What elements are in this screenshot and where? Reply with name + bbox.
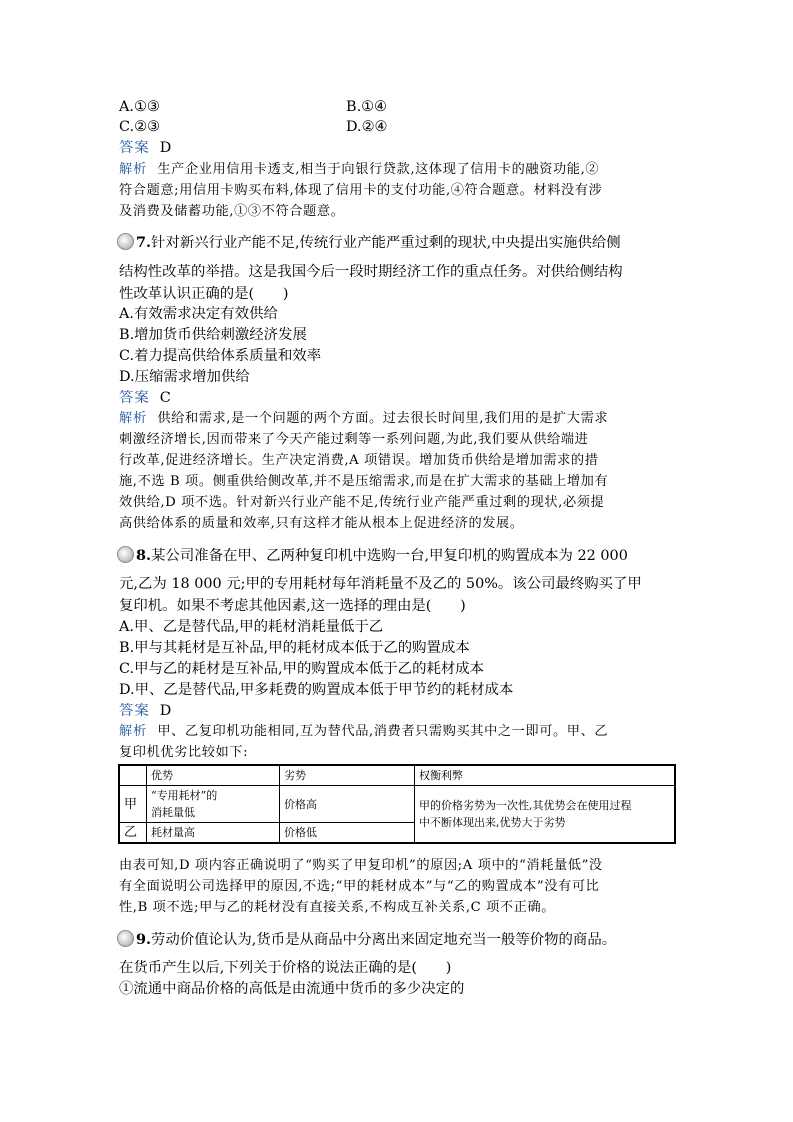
question-number: 9. bbox=[136, 931, 152, 948]
answer-label: 答案 bbox=[119, 390, 150, 406]
answer-label: 答案 bbox=[119, 140, 150, 156]
q6-explanation-line bbox=[119, 160, 599, 180]
explanation-text: 复印机优劣比较如下: bbox=[119, 745, 249, 760]
q7-option: A.有效需求决定有效供给 bbox=[119, 306, 278, 322]
q7-option: D.压缩需求增加供给 bbox=[119, 369, 250, 385]
cell-line: 甲的价格劣势为一次性,其优势会在使用过程 bbox=[419, 799, 632, 812]
question-text: 性改革认识正确的是( ) bbox=[119, 286, 289, 302]
cell-line: 中不断体现出来,优势大于劣势 bbox=[419, 816, 566, 829]
cell-line: 消耗量低 bbox=[151, 806, 195, 819]
explanation-text: 生产企业用信用卡透支,相当于向银行贷款,这体现了信用卡的融资功能,② bbox=[157, 162, 600, 177]
answer-value: C bbox=[159, 390, 171, 406]
q8-explanation-line bbox=[119, 722, 608, 742]
q9-option: ①流通中商品价格的高低是由流通中货币的多少决定的 bbox=[119, 981, 465, 997]
q8-option: C.甲与乙的耗材是互补品,甲的购置成本低于乙的耗材成本 bbox=[119, 661, 485, 677]
question-text: 针对新兴行业产能不足,传统行业产能严重过剩的现状,中央提出实施供给侧 bbox=[151, 235, 621, 251]
explanation-text: 性,B 项不选;甲与乙的耗材没有直接关系,不构成互补关系,C 项不正确。 bbox=[119, 900, 556, 915]
explanation-label: 解析 bbox=[119, 411, 148, 426]
q6-option-d: D.②④ bbox=[346, 119, 388, 135]
table-cell bbox=[147, 786, 280, 823]
table-cell bbox=[415, 786, 676, 844]
question-number: 7. bbox=[136, 234, 152, 251]
q8-option: D.甲、乙是替代品,甲多耗费的购置成本低于甲节约的耗材成本 bbox=[119, 682, 514, 698]
q8-explanation-line bbox=[119, 743, 248, 763]
explanation-label: 解析 bbox=[119, 724, 148, 739]
q7-explanation-line bbox=[119, 514, 524, 534]
q6-explanation-line bbox=[119, 181, 602, 201]
explanation-text: 供给和需求,是一个问题的两个方面。过去很长时间里,我们用的是扩大需求 bbox=[157, 411, 609, 426]
table-cell: 价格高 bbox=[280, 786, 415, 823]
q6-option-c: C.②③ bbox=[119, 119, 160, 135]
table-cell: 耗材量高 bbox=[147, 823, 280, 844]
question-text: 元,乙为 18 000 元;甲的专用耗材每年消耗量不及乙的 50%。该公司最终购买了甲 bbox=[119, 576, 642, 592]
explanation-text: 由表可知,D 项内容正确说明了“购买了甲复印机”的原因;A 项中的“消耗量低”没 bbox=[119, 858, 603, 873]
q7-option: C.着力提高供给体系质量和效率 bbox=[119, 348, 322, 364]
q7-explanation-line bbox=[119, 409, 608, 429]
question-text: 劳动价值论认为,货币是从商品中分离出来固定地充当一般等价物的商品。 bbox=[151, 932, 617, 948]
table-row bbox=[119, 786, 675, 823]
explanation-label: 解析 bbox=[119, 162, 148, 177]
q8-stem-line bbox=[117, 546, 628, 566]
table-cell: 乙 bbox=[119, 823, 147, 844]
q8-option: B.甲与其耗材是互补品,甲的耗材成本低于乙的购置成本 bbox=[119, 640, 470, 656]
explanation-text: 符合题意;用信用卡购买布料,体现了信用卡的支付功能,④符合题意。材料没有涉 bbox=[119, 183, 603, 198]
question-text: 复印机。如果不考虑其他因素,这一选择的理由是( ) bbox=[119, 598, 466, 614]
q6-explanation-line bbox=[119, 202, 344, 222]
q7-stem-line bbox=[119, 284, 289, 304]
cell-line: “专用耗材”的 bbox=[151, 789, 218, 802]
q6-options-row2 bbox=[119, 117, 388, 137]
q9-stem-line bbox=[117, 930, 616, 950]
q7-explanation-line bbox=[119, 451, 598, 471]
q8-answer bbox=[119, 701, 171, 721]
explanation-text: 刺激经济增长,因而带来了今天产能过剩等一系列问题,为此,我们要从供给端进 bbox=[119, 432, 589, 447]
q6-options-row1 bbox=[119, 97, 387, 117]
q8-stem-line bbox=[119, 574, 642, 594]
table-header-cell: 劣势 bbox=[280, 765, 415, 786]
q8-after-table-line bbox=[119, 856, 603, 876]
explanation-text: 效供给,D 项不选。针对新兴行业产能不足,传统行业产能严重过剩的现状,必须提 bbox=[119, 495, 605, 510]
q8-after-table-line bbox=[119, 898, 555, 918]
question-marker-icon bbox=[117, 233, 134, 250]
q8-option: A.甲、乙是替代品,甲的耗材消耗量低于乙 bbox=[119, 619, 384, 635]
explanation-text: 高供给体系的质量和效率,只有这样才能从根本上促进经济的发展。 bbox=[119, 516, 524, 531]
comparison-table bbox=[118, 764, 676, 844]
question-text: 结构性改革的举措。这是我国今后一段时期经济工作的重点任务。对供给侧结构 bbox=[119, 264, 623, 280]
q7-explanation-line bbox=[119, 472, 608, 492]
q7-stem-line bbox=[119, 262, 623, 282]
explanation-text: 及消费及储蓄功能,①③不符合题意。 bbox=[119, 204, 345, 219]
question-text: 在货币产生以后,下列关于价格的说法正确的是( ) bbox=[119, 960, 452, 976]
table-header-cell: 优势 bbox=[147, 765, 280, 786]
table-header-cell bbox=[119, 765, 147, 786]
q8-after-table-line bbox=[119, 877, 599, 897]
q9-stem-line bbox=[119, 958, 451, 978]
q6-option-b: B.①④ bbox=[346, 99, 387, 115]
answer-label: 答案 bbox=[119, 703, 150, 719]
question-marker-icon bbox=[117, 546, 134, 563]
explanation-text: 甲、乙复印机功能相同,互为替代品,消费者只需购买其中之一即可。甲、乙 bbox=[157, 724, 609, 739]
explanation-text: 施,不选 B 项。侧重供给侧改革,并不是压缩需求,而是在扩大需求的基础上增加有 bbox=[119, 474, 609, 489]
answer-value: D bbox=[159, 703, 172, 719]
table-header-cell: 权衡利弊 bbox=[415, 765, 676, 786]
q6-answer bbox=[119, 138, 171, 158]
q7-answer bbox=[119, 388, 171, 408]
answer-value: D bbox=[159, 140, 172, 156]
question-number: 8. bbox=[136, 547, 152, 564]
question-text: 某公司准备在甲、乙两种复印机中选购一台,甲复印机的购置成本为 22 000 bbox=[151, 548, 628, 564]
question-marker-icon bbox=[117, 930, 134, 947]
explanation-text: 行改革,促进经济增长。生产决定消费,A 项错误。增加货币供给是增加需求的措 bbox=[119, 453, 599, 468]
explanation-text: 有全面说明公司选择甲的原因,不选;“甲的耗材成本”与“乙的购置成本”没有可比 bbox=[119, 879, 600, 894]
table-cell: 价格低 bbox=[280, 823, 415, 844]
q7-explanation-line bbox=[119, 493, 604, 513]
table-cell: 甲 bbox=[119, 786, 147, 823]
q7-option: B.增加货币供给刺激经济发展 bbox=[119, 327, 307, 343]
q8-stem-line bbox=[119, 596, 466, 616]
q7-stem-line bbox=[117, 233, 621, 253]
q7-explanation-line bbox=[119, 430, 588, 450]
q6-option-a: A.①③ bbox=[119, 99, 160, 115]
table-header-row bbox=[119, 765, 675, 786]
